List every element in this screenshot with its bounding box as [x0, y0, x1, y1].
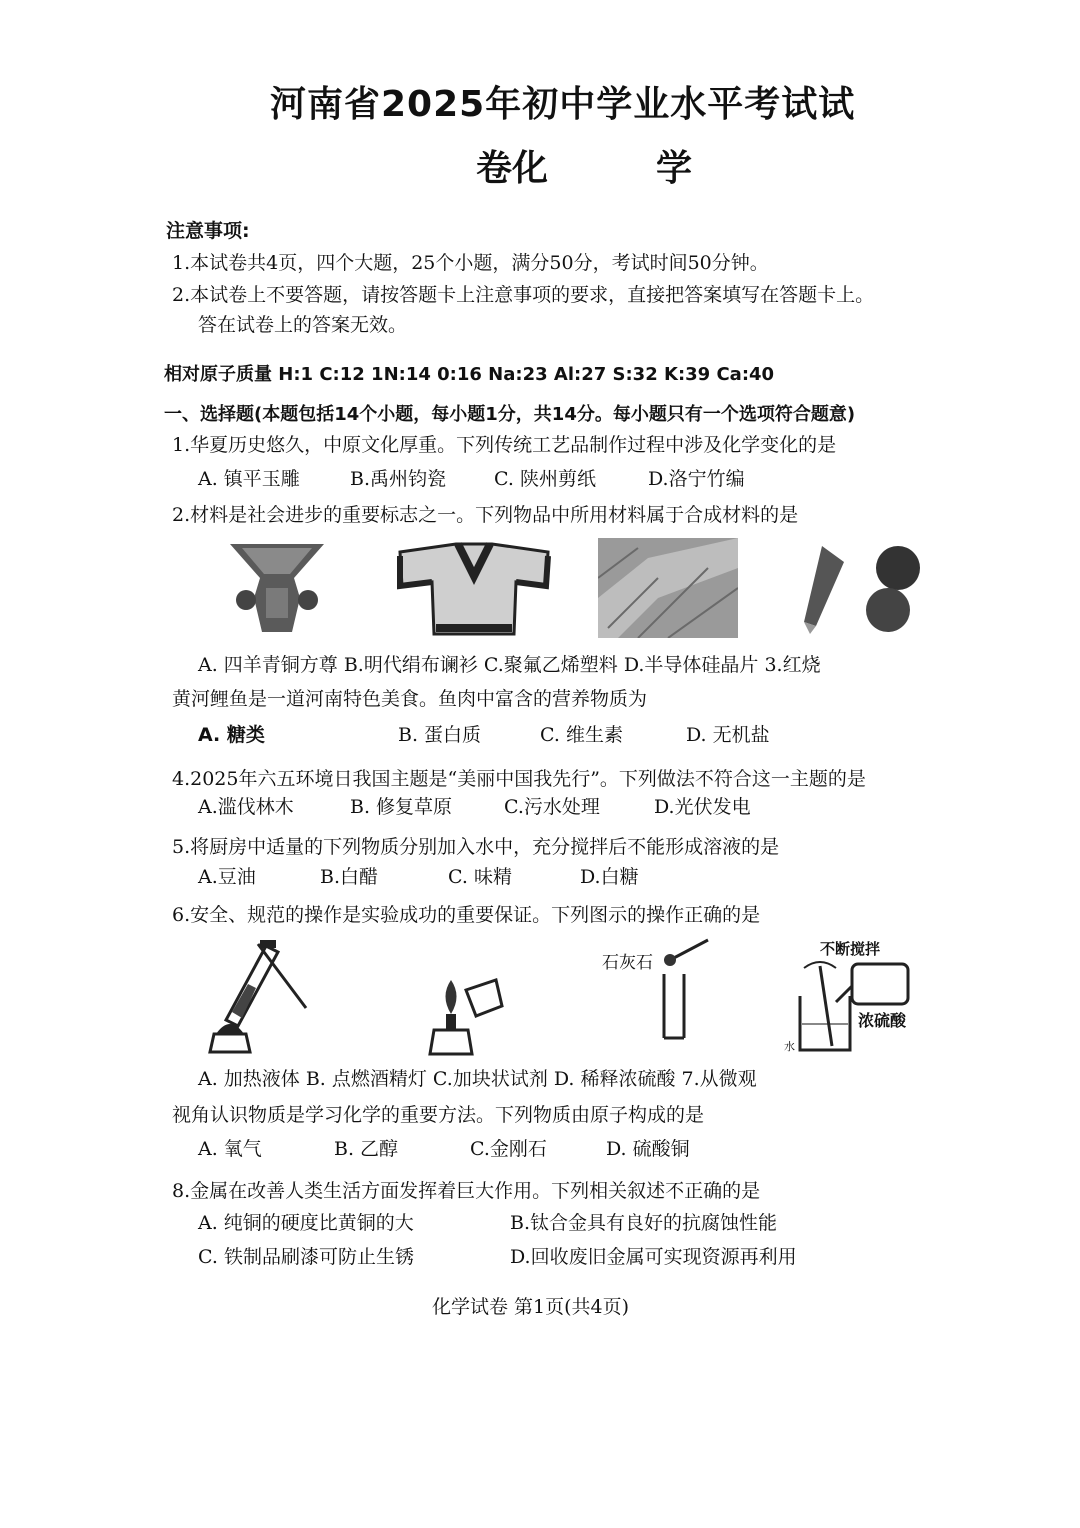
q6-label-limestone: 石灰石 — [602, 953, 653, 973]
q4-option-b: B. 修复草原 — [350, 796, 453, 818]
notice-item-2-cont: 答在试卷上的答案无效。 — [198, 314, 408, 336]
q3-stem: 黄河鲤鱼是一道河南特色美食。鱼肉中富含的营养物质为 — [172, 688, 648, 710]
q1-stem: 1.华夏历史悠久，中原文化厚重。下列传统工艺品制作过程中涉及化学变化的是 — [172, 434, 837, 456]
q3-option-a: A. 糖类 — [198, 724, 265, 746]
silicon-wafer-icon — [800, 542, 924, 634]
notice-item-1: 1.本试卷共4页，四个大题，25个小题，满分50分，考试时间50分钟。 — [172, 252, 769, 274]
q5-option-b: B.白醋 — [320, 866, 379, 888]
notice-item-2: 2.本试卷上不要答题，请按答题卡上注意事项的要求，直接把答案填写在答题卡上。 — [172, 284, 875, 306]
q1-option-a: A. 镇平玉雕 — [198, 468, 300, 490]
q1-option-b: B.禹州钧瓷 — [350, 468, 447, 490]
q1-option-d: D.洛宁竹编 — [648, 468, 745, 490]
q8-option-a: A. 纯铜的硬度比黄铜的大 — [198, 1212, 414, 1234]
q6-label-water: 水 — [784, 1040, 795, 1053]
section-heading: 一、选择题(本题包括14个小题，每小题1分，共14分。每小题只有一个选项符合题意) — [164, 404, 856, 425]
page-subtitle-part2: 学 — [656, 148, 693, 189]
alcohol-lamp-icon — [426, 960, 506, 1056]
q8-option-c: C. 铁制品刷漆可防止生锈 — [198, 1246, 414, 1268]
page-footer: 化学试卷 第1页(共4页) — [432, 1296, 630, 1318]
robe-icon — [396, 542, 552, 636]
q7-stem: 视角认识物质是学习化学的重要方法。下列物质由原子构成的是 — [172, 1104, 705, 1126]
q7-option-a: A. 氧气 — [198, 1138, 262, 1160]
q6-label-conc-acid: 浓硫酸 — [858, 1011, 907, 1030]
q7-option-b: B. 乙醇 — [334, 1138, 399, 1160]
adding-solid-icon — [650, 934, 720, 1044]
q5-option-d: D.白糖 — [580, 866, 639, 888]
page-subtitle-part1: 卷化 — [476, 148, 549, 189]
q2-stem: 2.材料是社会进步的重要标志之一。下列物品中所用材料属于合成材料的是 — [172, 504, 799, 526]
page-title: 河南省2025年初中学业水平考试试 — [270, 84, 856, 125]
bronze-vessel-icon — [222, 538, 332, 638]
q4-option-c: C.污水处理 — [504, 796, 600, 818]
atomic-mass-line: 相对原子质量 H:1 C:12 1N:14 0:16 Na:23 Al:27 S:32 K:39 Ca:40 — [164, 364, 775, 385]
q6-options: A. 加热液体 B. 点燃酒精灯 C.加块状试剂 D. 稀释浓硫酸 7.从微观 — [198, 1068, 757, 1090]
q5-option-c: C. 味精 — [448, 866, 512, 888]
q6-stem: 6.安全、规范的操作是实验成功的重要保证。下列图示的操作正确的是 — [172, 904, 761, 926]
q8-option-d: D.回收废旧金属可实现资源再利用 — [510, 1246, 797, 1268]
q7-option-c: C.金刚石 — [470, 1138, 547, 1160]
q6-label-stir: 不断搅拌 — [820, 940, 881, 958]
q8-stem: 8.金属在改善人类生活方面发挥着巨大作用。下列相关叙述不正确的是 — [172, 1180, 761, 1202]
q7-option-d: D. 硫酸铜 — [606, 1138, 690, 1160]
dilute-acid-icon — [790, 946, 920, 1056]
plastic-sheet-icon — [598, 538, 738, 638]
q8-option-b: B.钛合金具有良好的抗腐蚀性能 — [510, 1212, 778, 1234]
q5-option-a: A.豆油 — [198, 866, 256, 888]
notice-heading: 注意事项: — [166, 220, 250, 242]
q4-option-d: D.光伏发电 — [654, 796, 751, 818]
q3-option-c: C. 维生素 — [540, 724, 623, 746]
q2-options: A. 四羊青铜方尊 B.明代绢布谰衫 C.聚氟乙烯塑料 D.半导体硅晶片 3.红烧 — [198, 654, 821, 676]
q3-option-b: B. 蛋白质 — [398, 724, 482, 746]
q4-option-a: A.滥伐林木 — [198, 796, 294, 818]
q3-option-d: D. 无机盐 — [686, 724, 770, 746]
q1-option-c: C. 陕州剪纸 — [494, 468, 596, 490]
q5-stem: 5.将厨房中适量的下列物质分别加入水中，充分搅拌后不能形成溶液的是 — [172, 836, 780, 858]
heating-liquid-icon — [196, 936, 316, 1056]
q4-stem: 4.2025年六五环境日我国主题是“美丽中国我先行”。下列做法不符合这一主题的是 — [172, 768, 866, 790]
